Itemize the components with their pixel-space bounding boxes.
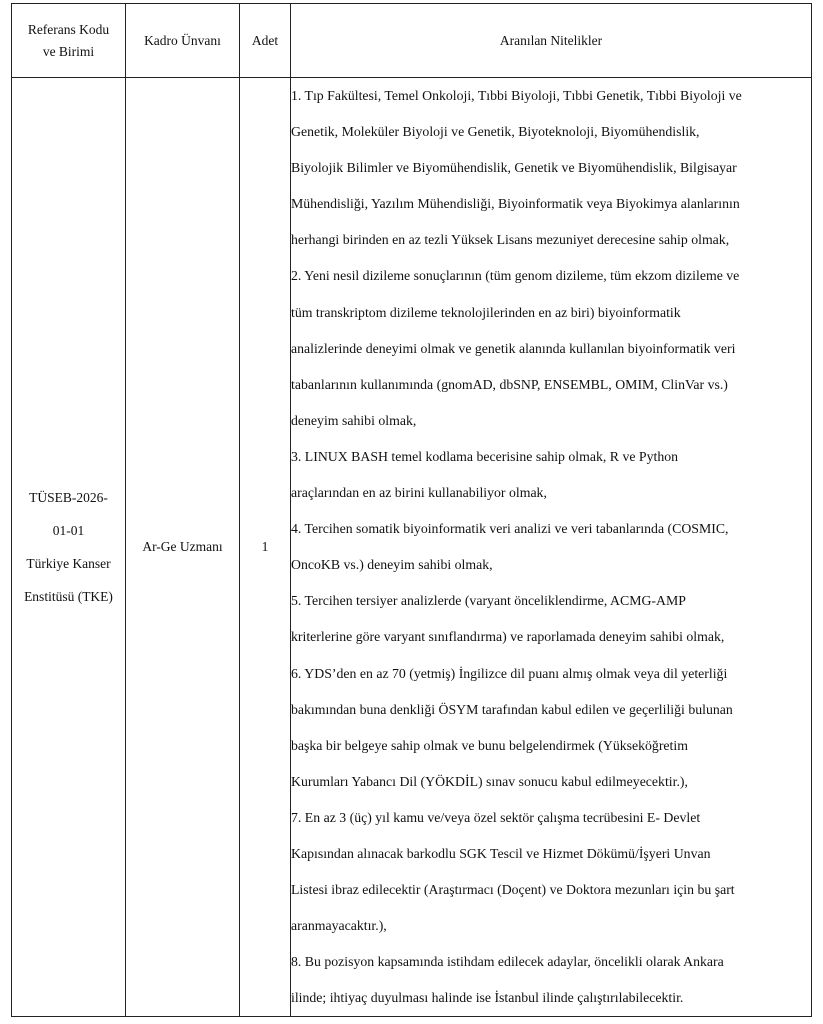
header-position-title: Kadro Ünvanı	[126, 4, 240, 78]
reference-line: 01-01	[52, 523, 85, 539]
job-requirements-table	[11, 3, 812, 1017]
header-reference-code	[12, 4, 126, 78]
header-reference-line2: ve Birimi	[42, 43, 95, 59]
header-count: Adet	[240, 4, 291, 78]
qualification-line: OncoKB vs.) deneyim sahibi olmak,	[291, 557, 493, 573]
reference-line: Enstitüsü (TKE)	[24, 589, 113, 605]
position-title-cell: Ar-Ge Uzmanı	[126, 78, 240, 1017]
qualification-line: 8. Bu pozisyon kapsamında istihdam edilecek adaylar, öncelikli olarak Ankara	[291, 954, 724, 970]
qualification-line: Genetik, Moleküler Biyoloji ve Genetik, Biyoteknoloji, Biyomühendislik,	[291, 124, 700, 140]
table-row	[12, 78, 812, 1017]
header-qualifications: Aranılan Nitelikler	[291, 4, 812, 78]
qualification-line: Kapısından alınacak barkodlu SGK Tescil ve Hizmet Dökümü/İşyeri Unvan	[291, 845, 711, 861]
qualification-line: aranmayacaktır.),	[291, 918, 387, 934]
reference-line: TÜSEB-2026-	[29, 490, 108, 506]
qualification-line: 7. En az 3 (üç) yıl kamu ve/veya özel sektör çalışma tecrübesini E- Devlet	[291, 809, 701, 825]
qualification-line: araçlarından en az birini kullanabiliyor olmak,	[291, 485, 547, 501]
qualifications-cell	[291, 78, 812, 1017]
qualification-line: Biyolojik Bilimler ve Biyomühendislik, Genetik ve Biyomühendislik, Bilgisayar	[291, 160, 737, 176]
qualification-line: 3. LINUX BASH temel kodlama becerisine sahip olmak, R ve Python	[291, 448, 679, 464]
qualification-line: başka bir belgeye sahip olmak ve bunu belgelendirmek (Yükseköğretim	[291, 737, 688, 753]
qualification-line: herhangi birinden en az tezli Yüksek Lisans mezuniyet derecesine sahip olmak,	[291, 232, 730, 248]
qualification-line: 2. Yeni nesil dizileme sonuçlarının (tüm genom dizileme, tüm ekzom dizileme ve	[291, 268, 740, 284]
reference-cell	[12, 78, 126, 1017]
header-reference-line1: Referans Kodu	[27, 21, 110, 37]
qualification-line: 5. Tercihen tersiyer analizlerde (varyant önceliklendirme, ACMG-AMP	[291, 593, 686, 609]
count-cell: 1	[240, 78, 291, 1017]
qualification-line: kriterlerine göre varyant sınıflandırma) ve raporlamada deneyim sahibi olmak,	[291, 629, 725, 645]
reference-line: Türkiye Kanser	[26, 556, 111, 572]
qualification-line: 4. Tercihen somatik biyoinformatik veri analizi ve veri tabanlarında (COSMIC,	[291, 521, 729, 537]
qualification-line: Listesi ibraz edilecektir (Araştırmacı (Doçent) ve Doktora mezunları için bu şart	[291, 882, 735, 898]
qualification-line: 6. YDS’den en az 70 (yetmiş) İngilizce dil puanı almış olmak veya dil yeterliği	[291, 665, 728, 681]
qualification-line: Mühendisliği, Yazılım Mühendisliği, Biyoinformatik veya Biyokimya alanlarının	[291, 196, 740, 212]
qualification-line: analizlerinde deneyimi olmak ve genetik alanında kullanılan biyoinformatik veri	[291, 340, 736, 356]
qualification-line: tabanlarının kullanımında (gnomAD, dbSNP, ENSEMBL, OMIM, ClinVar vs.)	[291, 376, 728, 392]
qualification-line: 1. Tıp Fakültesi, Temel Onkoloji, Tıbbi Biyoloji, Tıbbi Genetik, Tıbbi Biyoloji ve	[291, 88, 742, 103]
qualification-line: deneyim sahibi olmak,	[291, 412, 417, 428]
qualification-line: bakımından buna denkliği ÖSYM tarafından kabul edilen ve geçerliliği bulunan	[291, 701, 733, 717]
qualification-line: Kurumları Yabancı Dil (YÖKDİL) sınav sonucu kabul edilmeyecektir.),	[291, 773, 688, 789]
table-header-row	[12, 4, 812, 78]
qualification-line: ilinde; ihtiyaç duyulması halinde ise İstanbul ilinde çalıştırılabilecektir.	[291, 990, 684, 1006]
qualification-line: tüm transkriptom dizileme teknolojilerinden en az biri) biyoinformatik	[291, 304, 681, 320]
